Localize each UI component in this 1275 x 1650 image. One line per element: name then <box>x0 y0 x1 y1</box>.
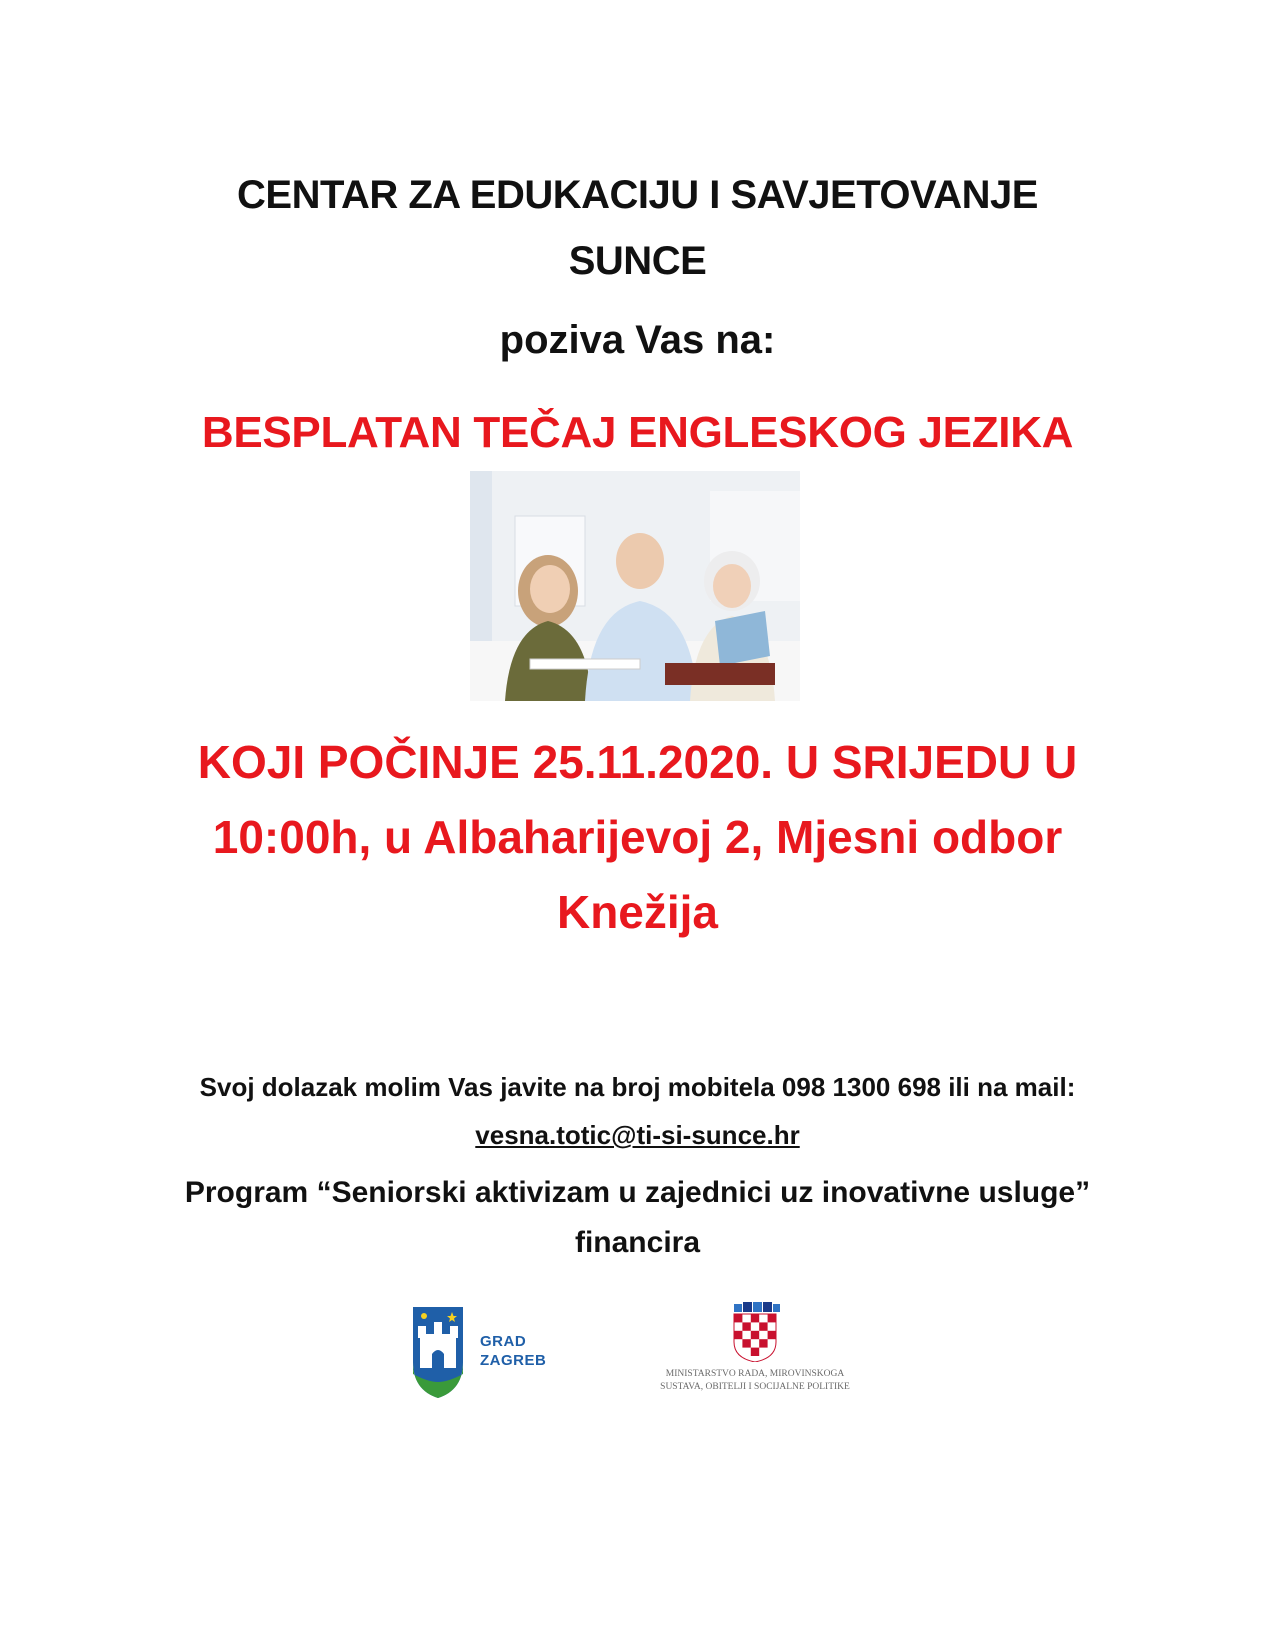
ministry-text-line2: SUSTAVA, OBITELJI I SOCIJALNE POLITIKE <box>660 1382 850 1392</box>
zagreb-text: ZAGREB <box>480 1352 547 1369</box>
seniors-studying-photo <box>470 471 800 701</box>
croatian-coat-of-arms-icon <box>730 1302 780 1362</box>
program-funding-text: Program “Seniorski aktivizam u zajednici uz inovativne usluge” financira <box>184 1176 1091 1259</box>
zagreb-coat-of-arms-icon <box>408 1302 468 1402</box>
invitation-text: poziva Vas na: <box>499 318 776 362</box>
grad-zagreb-logo <box>408 1302 573 1402</box>
event-details: KOJI POČINJE 25.11.2020. U SRIJEDU U 10:00h, u Albaharijevoj 2, Mjesni odbor Knežija <box>197 736 1078 938</box>
grad-zagreb-text <box>480 1332 546 1370</box>
contact-info <box>0 1063 1275 1159</box>
contact-text: Svoj dolazak molim Vas javite na broj mobitela 098 1300 698 ili na mail: <box>199 1072 1076 1102</box>
organization-name <box>0 162 1275 294</box>
organization-name-line1: CENTAR ZA EDUKACIJU I SAVJETOVANJE <box>237 173 1038 217</box>
grad-text: GRAD <box>480 1333 527 1350</box>
ministry-logo <box>620 1302 890 1402</box>
ministry-text <box>620 1368 890 1394</box>
email-link[interactable]: vesna.totic@ti-si-sunce.hr <box>475 1120 800 1150</box>
ministry-text-line1: MINISTARSTVO RADA, MIROVINSKOGA <box>665 1369 845 1379</box>
course-title: BESPLATAN TEČAJ ENGLESKOG JEZIKA <box>201 408 1074 457</box>
organization-name-line2: SUNCE <box>568 239 707 283</box>
